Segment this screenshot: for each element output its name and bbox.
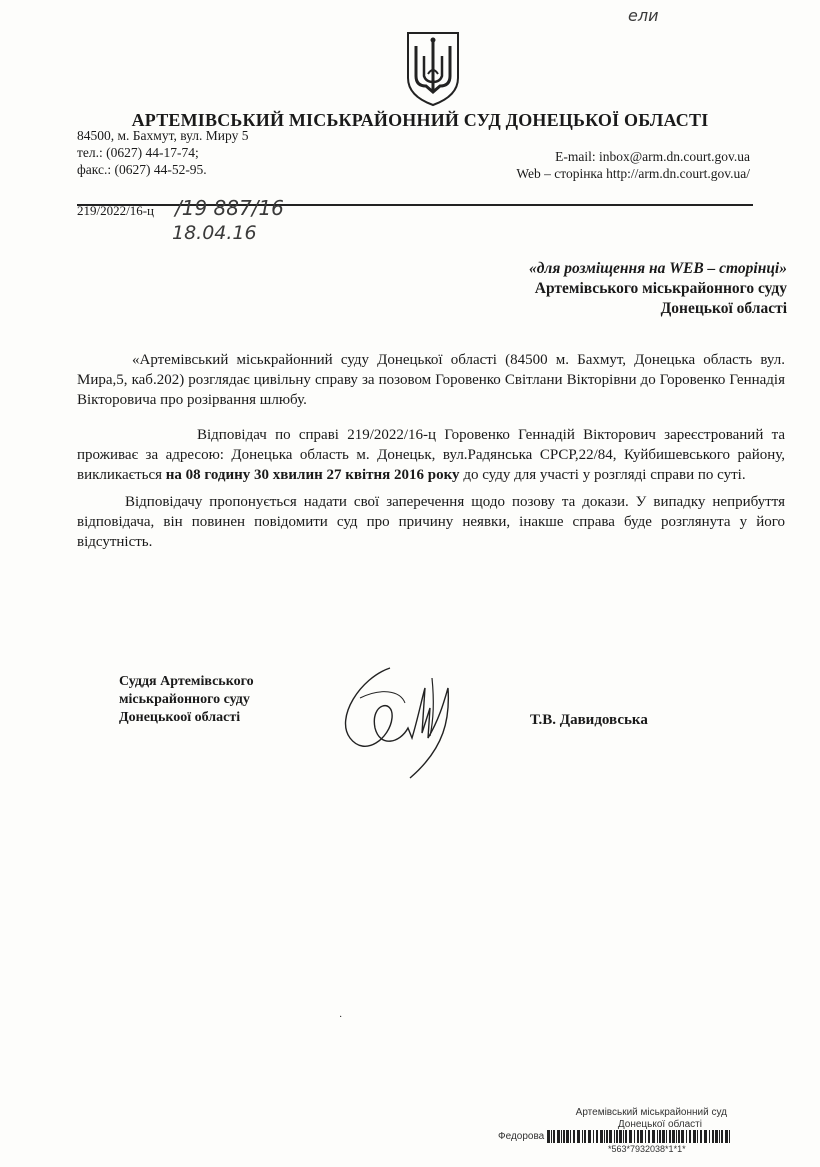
judge-title-line-1: Суддя Артемівського (119, 674, 254, 689)
addressee-line-3: Донецької області (660, 300, 787, 317)
judge-title-line-3: Донецькоої області (119, 710, 241, 725)
court-email: E-mail: inbox@arm.dn.court.gov.ua (555, 149, 750, 164)
paragraph-instructions: Відповідачу пропонується надати свої заперечення щодо позову та докази. У випадку неприбуття відповідача, він повинен повідомити суд про причину неявки, інакше справа буде розглянута у його відсутність. (77, 494, 785, 550)
judge-title-block (119, 673, 254, 727)
summons-text-end: до суду для участі у розгляді справи по суті. (459, 467, 746, 483)
judge-title-line-2: міськрайонного суду (119, 692, 250, 707)
coat-of-arms-icon (404, 30, 462, 108)
paragraph-case-description: «Артемівський міськрайонний суду Донецької області (84500 м. Бахмут, Донецька область вул. Мира,5, каб.202) розглядає цивільну справу за позовом Горовенко Світлани Вікторівни до Горовенко Геннадія Вікторовича про розірвання шлюбу. (77, 352, 785, 408)
judge-name: Т.В. Давидовська (530, 712, 648, 728)
stamp-barcode-row (498, 1130, 732, 1143)
court-fax: факс.: (0627) 44-52-95. (77, 162, 207, 177)
case-reference-number: 219/2022/16-ц (77, 203, 155, 218)
barcode-number: *563*7932038*1*1* (608, 1144, 686, 1154)
court-website: Web – сторінка http://arm.dn.court.gov.ua/ (516, 166, 750, 181)
handwritten-registration-date: 18.04.16 (172, 222, 257, 244)
court-contacts (516, 148, 750, 182)
addressee-line-1: «для розміщення на WEB – сторінці» (528, 260, 787, 277)
handwritten-registration-number: /19 887/16 (175, 196, 284, 220)
corner-handwritten-mark: ели (628, 6, 659, 25)
summons-text-start: Відповідач по справі 219/2022/16-ц Горовенко Геннадій Вікторович зареєстрований та проживає за адресою: Донецька область м. Донецьк, вул.Радянська СРСР,22/84, Куйбишевського району, викликається (77, 427, 785, 483)
stamp-region: Донецької області (617, 1119, 702, 1130)
barcode-icon (547, 1130, 732, 1143)
stray-mark: · (339, 1012, 343, 1023)
court-address: 84500, м. Бахмут, вул. Миру 5 (77, 128, 249, 143)
addressee-line-2: Артемівського міськрайонного суду (534, 280, 787, 297)
stamp-clerk-name: Федорова (498, 1130, 545, 1142)
court-address-block (77, 127, 248, 178)
stamp-court-name: Артемівський міськрайонний суд (575, 1107, 727, 1118)
hearing-datetime: на 08 годину 30 хвилин 27 квітня 2016 року (165, 467, 460, 483)
registration-stamp (498, 1107, 750, 1142)
paragraph-summons (77, 425, 785, 485)
judge-signature (330, 658, 480, 788)
addressee-block (529, 259, 787, 319)
court-phone: тел.: (0627) 44-17-74; (77, 145, 199, 160)
court-title: АРТЕМІВСЬКИЙ МІСЬКРАЙОННИЙ СУД ДОНЕЦЬКОЇ ОБЛАСТІ (131, 110, 709, 130)
